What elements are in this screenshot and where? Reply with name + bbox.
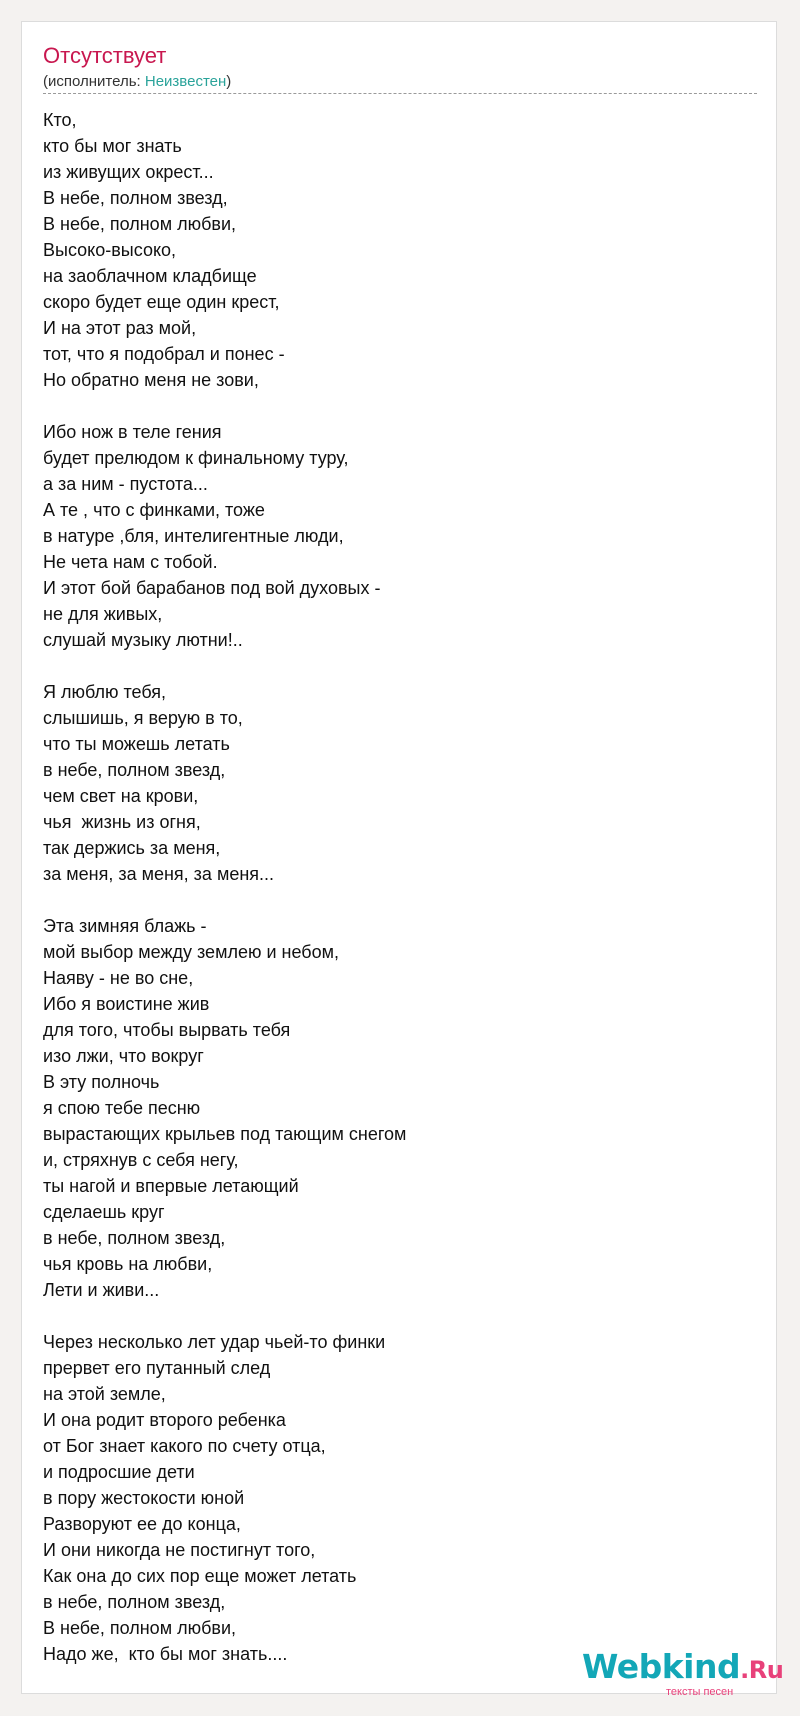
lyric-line: Через несколько лет удар чьей-то финки: [43, 1332, 386, 1352]
lyric-line: Не чета нам с тобой.: [43, 552, 218, 572]
lyric-line: Надо же, кто бы мог знать....: [43, 1644, 288, 1664]
song-card: [21, 21, 784, 1698]
lyric-line: И этот бой барабанов под вой духовых -: [43, 578, 381, 598]
lyric-line: В небе, полном любви,: [43, 214, 236, 234]
lyric-line: из живущих окрест...: [43, 162, 214, 182]
lyric-line: В эту полночь: [43, 1072, 160, 1092]
lyric-line: Лети и живи...: [43, 1280, 160, 1300]
lyric-line: чья кровь на любви,: [43, 1254, 213, 1274]
lyric-line: И она родит второго ребенка: [43, 1410, 286, 1430]
lyric-line: Эта зимняя блажь -: [43, 916, 207, 936]
lyric-line: за меня, за меня, за меня...: [43, 864, 275, 884]
lyric-line: В небе, полном звезд,: [43, 188, 228, 208]
lyric-line: мой выбор между землею и небом,: [43, 942, 339, 962]
lyric-line: я спою тебе песню: [43, 1098, 201, 1118]
lyrics-text: [43, 107, 743, 1667]
lyric-line: в небе, полном звезд,: [43, 1228, 226, 1248]
lyric-line: а за ним - пустота...: [43, 474, 208, 494]
lyrics-stanza: [43, 419, 743, 653]
lyric-line: Но обратно меня не зови,: [43, 370, 259, 390]
lyric-line: на заоблачном кладбище: [43, 266, 257, 286]
lyric-line: Высоко-высоко,: [43, 240, 177, 260]
lyric-line: не для живых,: [43, 604, 163, 624]
artist-link[interactable]: Неизвестен: [144, 73, 227, 90]
lyric-line: Разворуют ее до конца,: [43, 1514, 241, 1534]
artist-suffix: ): [226, 73, 232, 90]
lyric-line: в небе, полном звезд,: [43, 1592, 226, 1612]
lyric-line: Ибо я воистине жив: [43, 994, 210, 1014]
lyric-line: Наяву - не во сне,: [43, 968, 194, 988]
artist-prefix: (исполнитель:: [43, 73, 145, 90]
lyric-line: вырастающих крыльев под тающим снегом: [43, 1124, 407, 1144]
stanza-gap: [43, 653, 743, 679]
lyric-line: на этой земле,: [43, 1384, 166, 1404]
artist-line: [43, 72, 231, 92]
lyric-line: в натуре ,бля, интелигентные люди,: [43, 526, 344, 546]
logo-wordmark: [582, 1647, 783, 1690]
song-title: Отсутствует: [43, 43, 167, 68]
lyric-line: чья жизнь из огня,: [43, 812, 201, 832]
logo-domain: .Ru: [740, 1656, 784, 1684]
lyrics-stanza: [43, 679, 743, 887]
webkind-logo[interactable]: [582, 1647, 784, 1698]
lyric-line: кто бы мог знать: [43, 136, 182, 156]
lyric-line: сделаешь круг: [43, 1202, 165, 1222]
lyrics-stanza: [43, 913, 743, 1303]
lyric-line: А те , что с финками, тоже: [43, 500, 265, 520]
lyric-line: ты нагой и впервые летающий: [43, 1176, 299, 1196]
lyric-line: для того, чтобы вырвать тебя: [43, 1020, 291, 1040]
lyric-line: будет прелюдом к финальному туру,: [43, 448, 349, 468]
lyric-line: прервет его путанный след: [43, 1358, 271, 1378]
lyric-line: тот, что я подобрал и понес -: [43, 344, 285, 364]
lyric-line: чем свет на крови,: [43, 786, 199, 806]
lyric-line: от Бог знает какого по счету отца,: [43, 1436, 326, 1456]
stanza-gap: [43, 887, 743, 913]
lyric-line: Ибо нож в теле гения: [43, 422, 222, 442]
lyric-line: слушай музыку лютни!..: [43, 630, 243, 650]
logo-name: Webkind: [582, 1647, 741, 1686]
lyric-line: слышишь, я верую в то,: [43, 708, 243, 728]
lyric-line: так держись за меня,: [43, 838, 221, 858]
lyric-line: скоро будет еще один крест,: [43, 292, 280, 312]
stanza-gap: [43, 1303, 743, 1329]
lyric-line: и, стряхнув с себя негу,: [43, 1150, 239, 1170]
lyric-line: Как она до сих пор еще может летать: [43, 1566, 357, 1586]
lyric-line: и подросшие дети: [43, 1462, 195, 1482]
lyric-line: изо лжи, что вокруг: [43, 1046, 204, 1066]
lyrics-stanza: [43, 107, 743, 393]
lyric-line: И на этот раз мой,: [43, 318, 197, 338]
lyric-line: И они никогда не постигнут того,: [43, 1540, 316, 1560]
lyrics-stanza: [43, 1329, 743, 1667]
lyric-line: что ты можешь летать: [43, 734, 230, 754]
lyric-line: В небе, полном любви,: [43, 1618, 236, 1638]
lyric-line: Я люблю тебя,: [43, 682, 167, 702]
stanza-gap: [43, 393, 743, 419]
lyric-line: в пору жестокости юной: [43, 1488, 245, 1508]
header-divider: [43, 93, 757, 94]
lyric-line: Кто,: [43, 110, 77, 130]
logo-tagline: тексты песен: [666, 1686, 734, 1698]
lyric-line: в небе, полном звезд,: [43, 760, 226, 780]
